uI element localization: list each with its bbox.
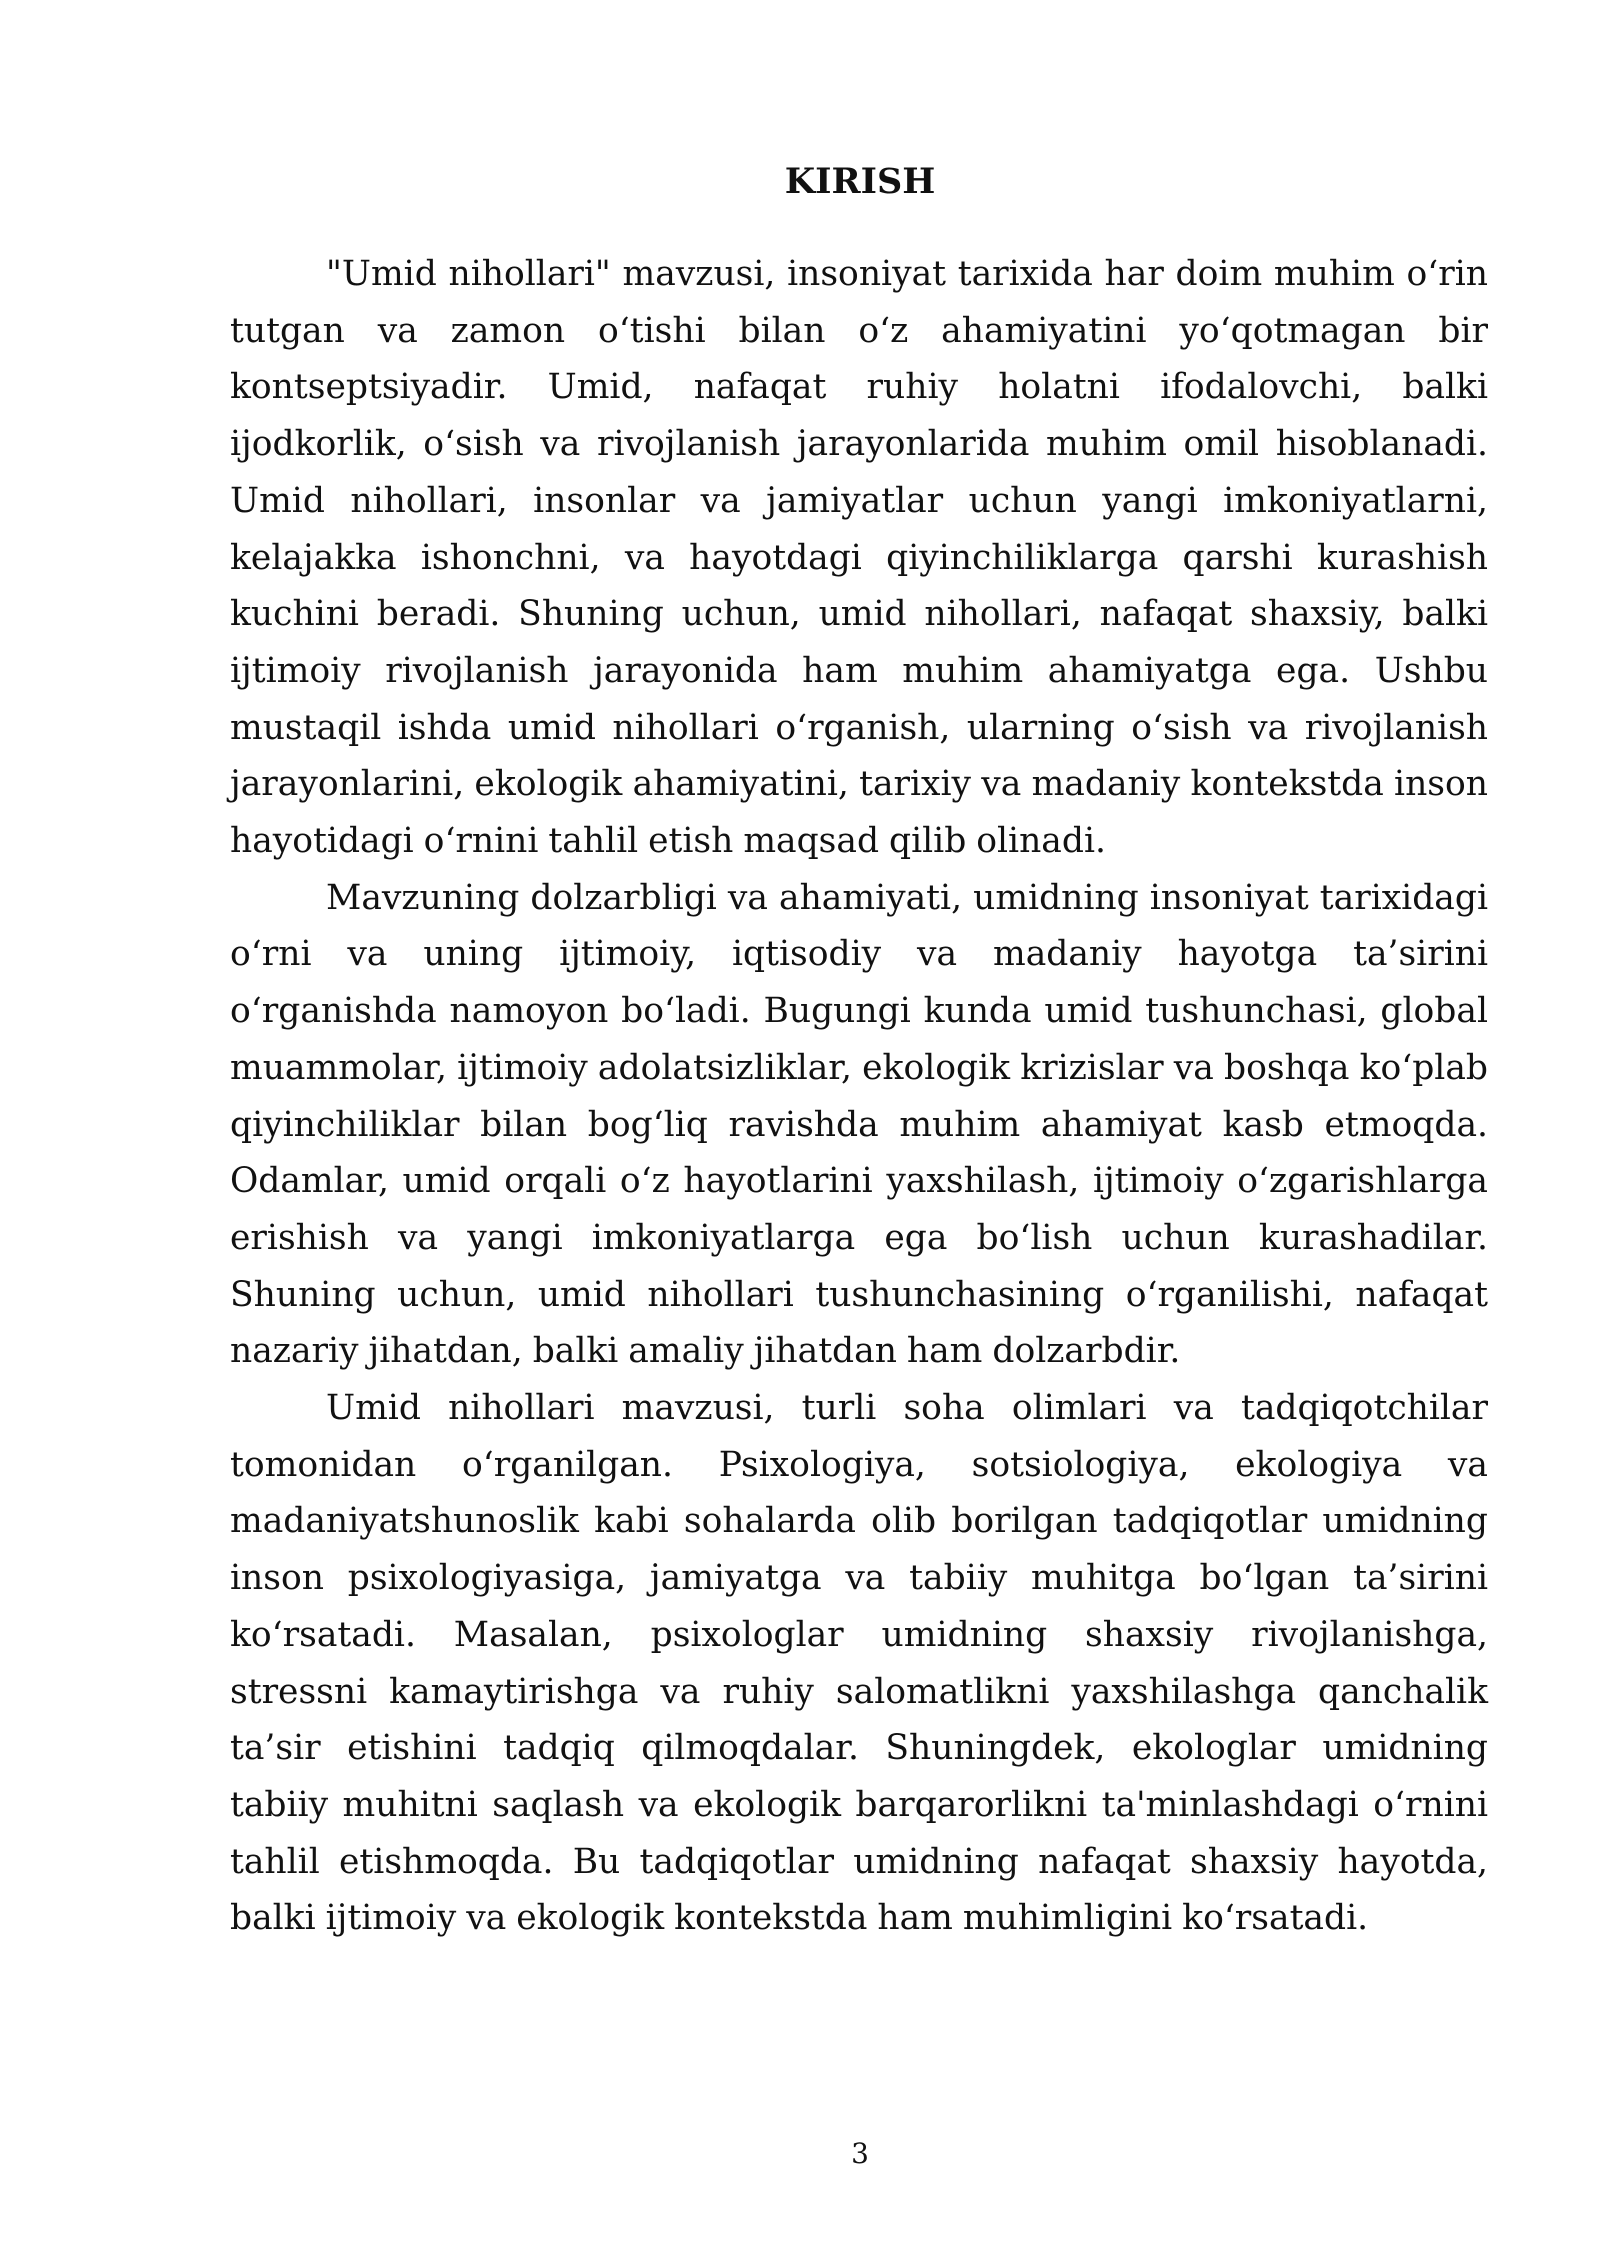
paragraph-relevance: Mavzuning dolzarbligi va ahamiyati, umidning insoniyat tarixidagi o‘rni va uning ijtimoiy, iqtisodiy va madaniy hayotga ta’sirini o‘rganishda namoyon bo‘ladi. Bugungi kunda umid tushunchasi, global muammolar, ijtimoiy adolatsizliklar, ekologik krizislar va boshqa ko‘plab qiyinchiliklar bilan bog‘liq ravishda muhim ahamiyat kasb etmoqda. Odamlar, umid orqali o‘z hayotlarini yaxshilash, ijtimoiy o‘zgarishlarga erishish va yangi imkoniyatlarga ega bo‘lish uchun kurashadilar. Shuning uchun, umid nihollari tushunchasining o‘rganilishi, nafaqat nazariy jihatdan, balki amaliy jihatdan ham dolzarbdir.	[230, 877, 1488, 1372]
body-text	[230, 246, 1488, 1947]
paragraph-research: Umid nihollari mavzusi, turli soha olimlari va tadqiqotchilar tomonidan o‘rganilgan. Psixologiya, sotsiologiya, ekologiya va madaniyatshunoslik kabi sohalarda olib borilgan tadqiqotlar umidning inson psixologiyasiga, jamiyatga va tabiiy muhitga bo‘lgan ta’sirini ko‘rsatadi. Masalan, psixologlar umidning shaxsiy rivojlanishga, stressni kamaytirishga va ruhiy salomatlikni yaxshilashga qanchalik ta’sir etishini tadqiq qilmoqdalar. Shuningdek, ekologlar umidning tabiiy muhitni saqlash va ekologik barqarorlikni ta'minlashdagi o‘rnini tahlil etishmoqda. Bu tadqiqotlar umidning nafaqat shaxsiy hayotda, balki ijtimoiy va ekologik kontekstda ham muhimligini ko‘rsatadi.	[230, 1388, 1488, 1939]
paragraph-intro: "Umid nihollari" mavzusi, insoniyat tarixida har doim muhim o‘rin tutgan va zamon o‘tishi bilan o‘z ahamiyatini yo‘qotmagan bir kontseptsiyadir. Umid, nafaqat ruhiy holatni ifodalovchi, balki ijodkorlik, o‘sish va rivojlanish jarayonlarida muhim omil hisoblanadi. Umid nihollari, insonlar va jamiyatlar uchun yangi imkoniyatlarni, kelajakka ishonchni, va hayotdagi qiyinchiliklarga qarshi kurashish kuchini beradi. Shuning uchun, umid nihollari, nafaqat shaxsiy, balki ijtimoiy rivojlanish jarayonida ham muhim ahamiyatga ega. Ushbu mustaqil ishda umid nihollari o‘rganish, ularning o‘sish va rivojlanish jarayonlarini, ekologik ahamiyatini, tarixiy va madaniy kontekstda inson hayotidagi o‘rnini tahlil etish maqsad qilib olinadi.	[230, 254, 1488, 862]
page-number: 3	[851, 2137, 869, 2170]
section-heading: KIRISH	[784, 161, 936, 202]
